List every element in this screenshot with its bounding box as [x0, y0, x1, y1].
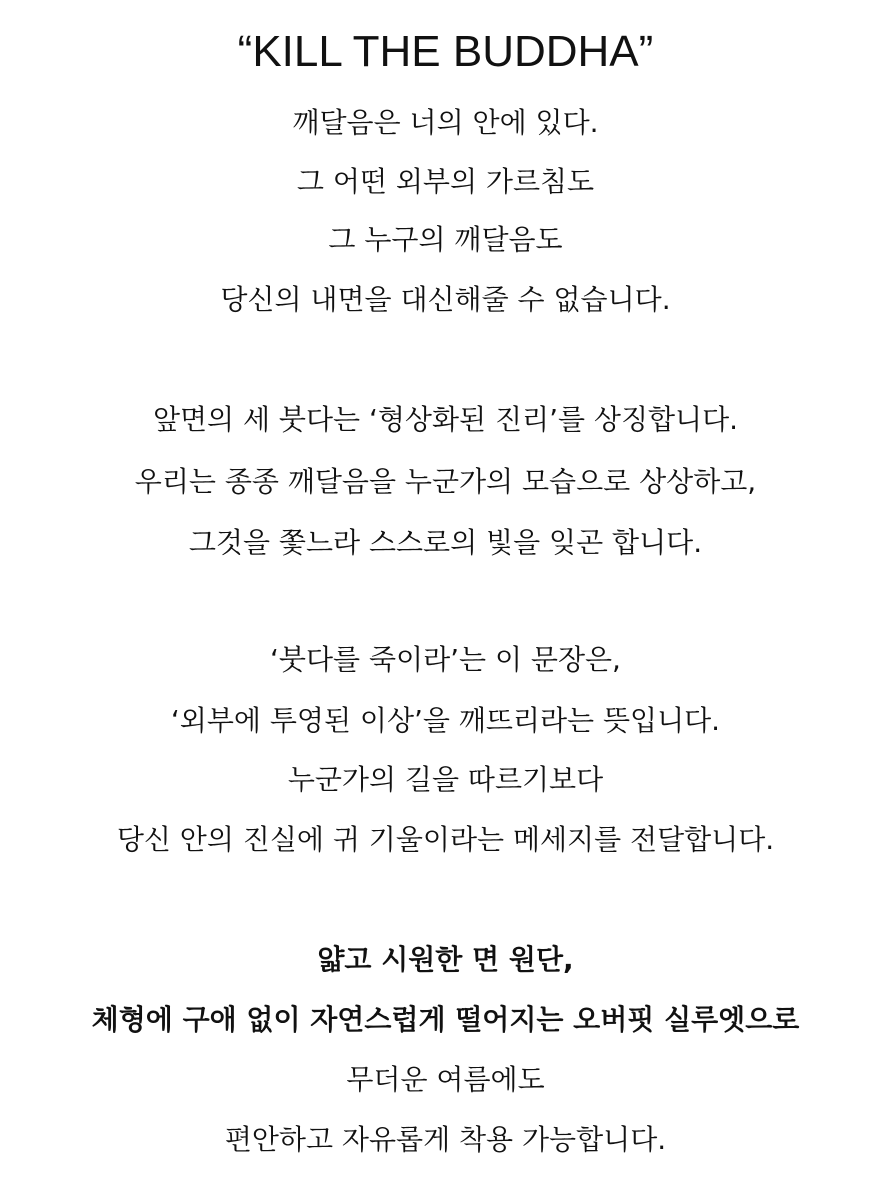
- text-line: 우리는 종종 깨달음을 누군가의 모습으로 상상하고,: [134, 465, 757, 498]
- feature-line: 무더운 여름에도: [346, 1063, 545, 1096]
- text-line: 당신의 내면을 대신해줄 수 없습니다.: [220, 283, 671, 316]
- text-line: 당신 안의 진실에 귀 기울이라는 메세지를 전달합니다.: [116, 823, 775, 856]
- feature-line: 체형에 구애 없이 자연스럽게 떨어지는 오버핏 실루엣으로: [91, 1003, 800, 1036]
- feature-line: 얇고 시원한 면 원단,: [317, 943, 574, 976]
- feature-line: 편안하고 자유롭게 착용 가능합니다.: [224, 1123, 667, 1156]
- text-line: 누군가의 길을 따르기보다: [287, 763, 604, 796]
- text-line: 그 어떤 외부의 가르침도: [296, 165, 595, 198]
- text-line: ‘붓다를 죽이라’는 이 문장은,: [270, 643, 621, 676]
- text-line: 앞면의 세 붓다는 ‘형상화된 진리’를 상징합니다.: [152, 403, 739, 436]
- text-line: 그 누구의 깨달음도: [328, 223, 563, 256]
- text-line: ‘외부에 투영된 이상’을 깨뜨리라는 뜻입니다.: [170, 704, 721, 737]
- page-title: “KILL THE BUDDHA”: [237, 27, 654, 76]
- text-line: 그것을 쫓느라 스스로의 빛을 잊곤 합니다.: [188, 526, 703, 559]
- text-line: 깨달음은 너의 안에 있다.: [292, 106, 599, 139]
